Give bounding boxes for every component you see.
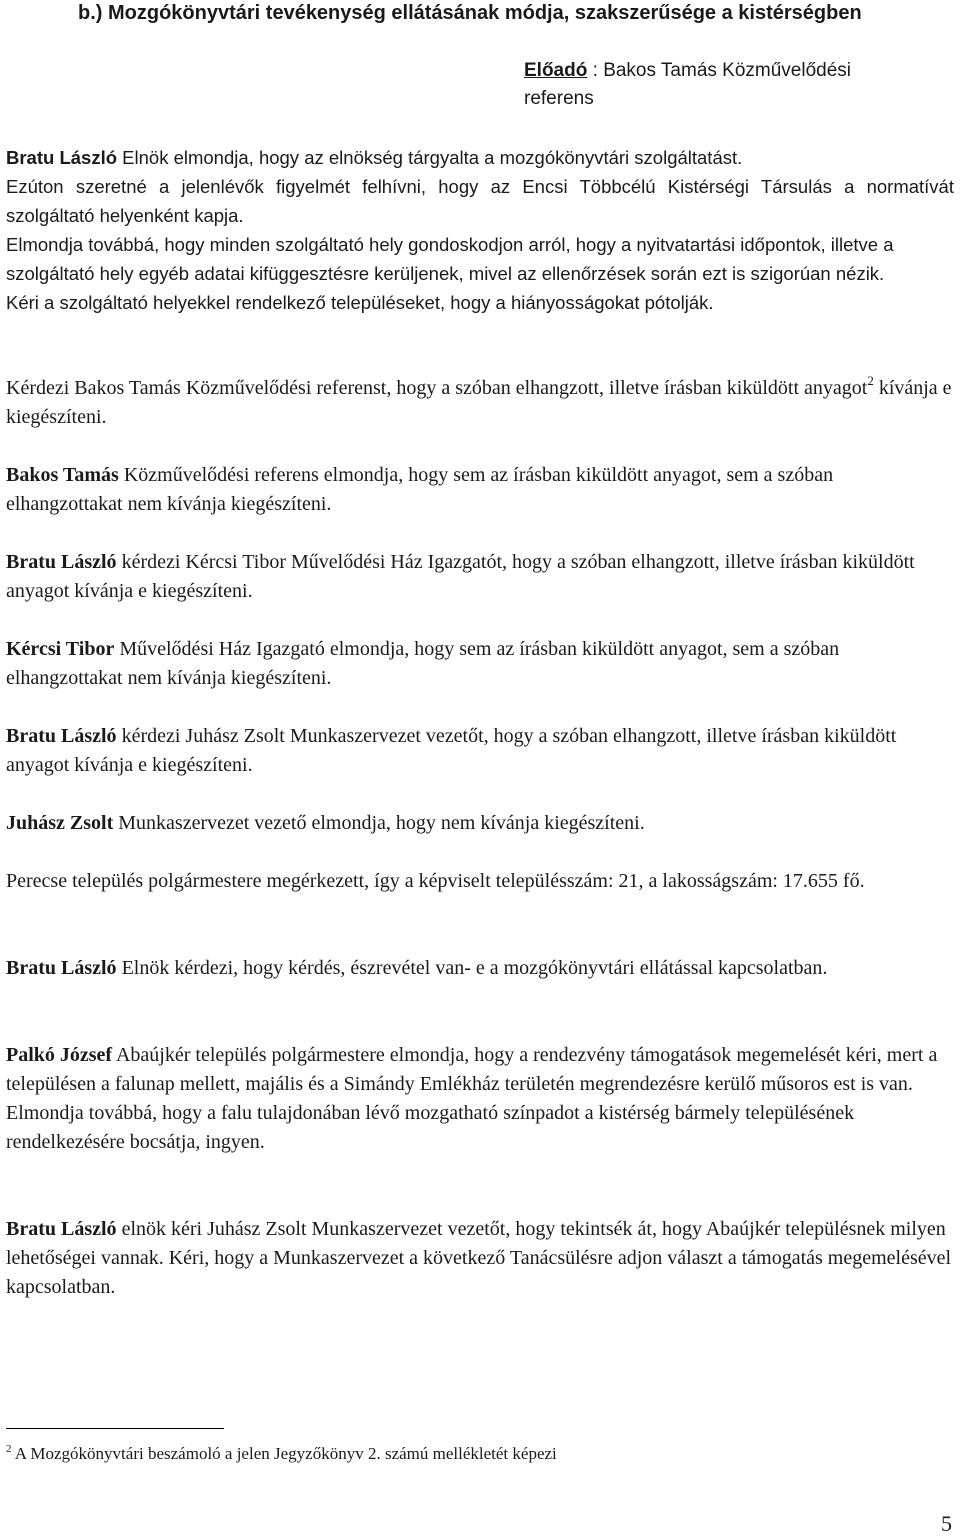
speaker-name: Palkó József: [6, 1044, 113, 1066]
paragraph-line: Kéri a szolgáltató helyekkel rendelkező településeket, hogy a hiányosságokat pótolják.: [6, 292, 714, 313]
paragraph-text: kívánja e kiegészíteni.: [6, 377, 952, 428]
presenter-separator: :: [587, 60, 604, 81]
paragraph-text: elnök kéri Juhász Zsolt Munkaszervezet vezetőt, hogy tekintsék át, hogy Abaújkér településnek milyen lehetőségei vannak. Kéri, hogy a Munkaszervezet a következő Tanácsülésre adjon választ a támogatás megemelésével kapcsolatban.: [6, 1218, 952, 1298]
paragraph-question-kercsi: [6, 548, 954, 606]
paragraph-line: Ezúton szeretné a jelenlévők figyelmét felhívni, hogy az Encsi Többcélú Kistérségi Társulás a normatívát szolgáltató helyenként kapja.: [6, 176, 954, 226]
presenter-label: Előadó: [524, 60, 588, 81]
paragraph-chair-question: [6, 954, 954, 983]
paragraph-text: Abaújkér település polgármestere elmondja, hogy a rendezvény támogatások megemelését kéri, mert a településen a falunap mellett, majális és a Simándy Emlékház területén megrendezésre kerülő műsoros est is van.: [6, 1044, 938, 1095]
paragraph-text: kérdezi Juhász Zsolt Munkaszervezet vezetőt, hogy a szóban elhangzott, illetve írásban kiküldött anyagot kívánja e kiegészíteni.: [6, 725, 897, 776]
speaker-name: Bratu László: [6, 147, 118, 168]
page-number: 5: [941, 1511, 952, 1536]
speaker-name: Bratu László: [6, 1218, 117, 1240]
paragraph-question-referens: [6, 374, 954, 432]
paragraph-kercsi-answer: [6, 635, 954, 693]
paragraph-line: [6, 143, 954, 172]
footnote: [6, 1442, 557, 1466]
paragraph-line: Elmondja továbbá, hogy minden szolgáltató hely gondoskodjon arról, hogy a nyitvatartási időpontok, illetve a szolgáltató hely egyéb adatai kifüggesztésre kerüljenek, mivel az ellenőrzések során ezt is szigorúan nézik.: [6, 234, 894, 284]
paragraph-text: Közművelődési referens elmondja, hogy sem az írásban kiküldött anyagot, sem a szóban elhangzottakat nem kívánja kiegészíteni.: [6, 464, 834, 515]
speaker-name: Bratu László: [6, 957, 117, 979]
speaker-name: Bratu László: [6, 551, 117, 573]
paragraph-text: Művelődési Ház Igazgató elmondja, hogy sem az írásban kiküldött anyagot, sem a szóban elhangzottakat nem kívánja kiegészíteni.: [6, 638, 840, 689]
paragraph-question-juhasz: [6, 722, 954, 780]
paragraph-service-points: [6, 230, 954, 317]
footnote-divider: [6, 1428, 224, 1429]
paragraph-line: [6, 1041, 954, 1099]
footnote-number: 2: [6, 1443, 12, 1455]
paragraph-text: Elnök kérdezi, hogy kérdés, észrevétel van- e a mozgókönyvtári ellátással kapcsolatban.: [116, 957, 828, 979]
paragraph-quorum: Perecse település polgármestere megérkezett, így a képviselt településszám: 21, a lakosságszám: 17.655 fő.: [6, 870, 865, 892]
paragraph-chair-intro: [6, 143, 954, 230]
paragraph-text: Munkaszervezet vezető elmondja, hogy nem kívánja kiegészíteni.: [113, 812, 645, 834]
presenter-name: Bakos Tamás Közművelődési referens: [524, 60, 852, 109]
paragraph-line: Elmondja továbbá, hogy a falu tulajdonában lévő mozgatható színpadot a kistérség bármely településének rendelkezésére bocsátja, ingyen.: [6, 1102, 855, 1153]
footnote-text: A Mozgókönyvtári beszámoló a jelen Jegyzőkönyv 2. számú mellékletét képezi: [11, 1444, 557, 1463]
presenter-line: [524, 57, 924, 113]
speaker-name: Kércsi Tibor: [6, 638, 115, 660]
paragraph-text: Elnök elmondja, hogy az elnökség tárgyalta a mozgókönyvtári szolgáltatást.: [117, 147, 743, 168]
paragraph-juhasz-answer: [6, 809, 954, 838]
footnote-ref: 2: [867, 373, 874, 388]
paragraph-text: Kérdezi Bakos Tamás Közművelődési referenst, hogy a szóban elhangzott, illetve írásban kiküldött anyagot: [6, 377, 868, 399]
speaker-name: Bratu László: [6, 725, 117, 747]
paragraph-text: kérdezi Kércsi Tibor Művelődési Ház Igazgatót, hogy a szóban elhangzott, illetve írásban kiküldött anyagot kívánja e kiegészíteni.: [6, 551, 915, 602]
paragraph-bakos-answer: [6, 461, 954, 519]
paragraph-palko: [6, 1041, 954, 1157]
paragraph-chair-request: [6, 1215, 954, 1302]
speaker-name: Juhász Zsolt: [6, 812, 114, 834]
section-heading: b.) Mozgókönyvtári tevékenység ellátásának módja, szakszerűsége a kistérségben: [78, 2, 862, 24]
speaker-name: Bakos Tamás: [6, 464, 119, 486]
